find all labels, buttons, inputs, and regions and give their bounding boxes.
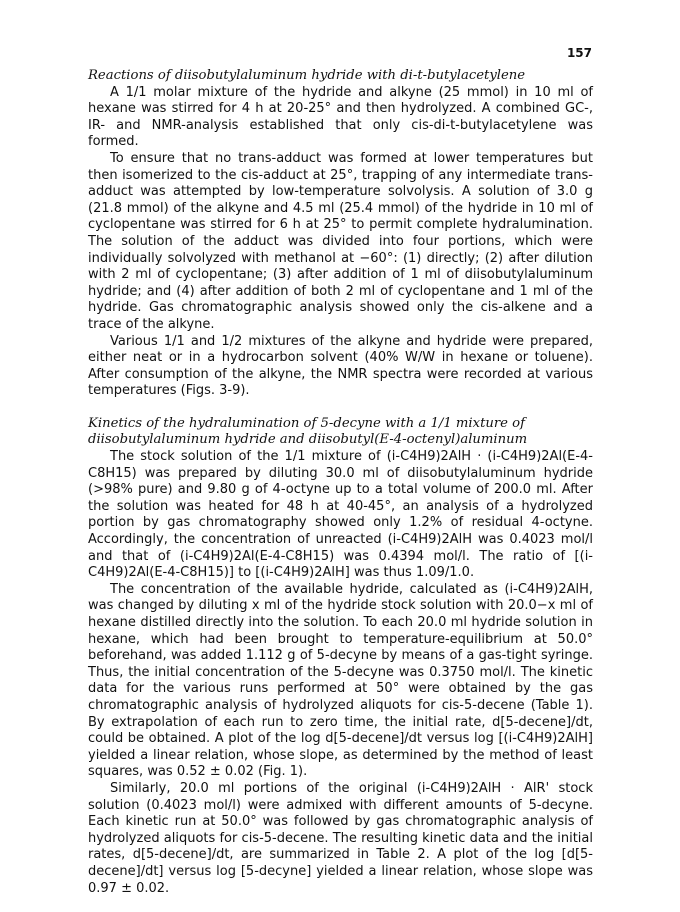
- article-body: [88, 68, 593, 897]
- paragraph: A 1/1 molar mixture of the hydride and alkyne (25 mmol) in 10 ml of hexane was stirred for 4 h at 20-25° and then hydrolyzed. A combined GC-, IR- and NMR-analysis established that only cis-di-t-butylacetylene was formed.: [88, 84, 593, 150]
- paragraph: The concentration of the available hydride, calculated as (i-C4H9)2AlH, was changed by diluting x ml of the hydride stock solution with 20.0−x ml of hexane distilled directly into the solution. To each 20.0 ml hydride solution in hexane, which had been brought to temperature-equilibrium at 50.0° beforehand, was added 1.112 g of 5-decyne by means of a gas-tight syringe. Thus, the initial concentration of the 5-decyne was 0.3750 mol/l. The kinetic data for the various runs performed at 50° were obtained by the gas chromatographic analysis of hydrolyzed aliquots for cis-5-decene (Table 1). By extrapolation of each run to zero time, the initial rate, d[5-decene]/dt, could be obtained. A plot of the log d[5-decene]/dt versus log [(i-C4H9)2AlH] yielded a linear relation, whose slope, as determined by the method of least squares, was 0.52 ± 0.02 (Fig. 1).: [88, 581, 593, 780]
- section-heading-reactions: Reactions of diisobutylaluminum hydride with di-t-butylacetylene: [88, 68, 526, 83]
- paragraph: Similarly, 20.0 ml portions of the original (i-C4H9)2AlH · AlR' stock solution (0.4023 mol/l) were admixed with different amounts of 5-decyne. Each kinetic run at 50.0° was followed by gas chromatographic analysis of hydrolyzed aliquots for cis-5-decene. The resulting kinetic data and the initial rates, d[5-decene]/dt, are summarized in Table 2. A plot of the log [d[5-decene]/dt] versus log [5-decyne] yielded a linear relation, whose slope was 0.97 ± 0.02.: [88, 780, 593, 896]
- paragraph: To ensure that no trans-adduct was formed at lower temperatures but then isomerized to the cis-adduct at 25°, trapping of any intermediate trans-adduct was attempted by low-temperature solvolysis. A solution of 3.0 g (21.8 mmol) of the alkyne and 4.5 ml (25.4 mmol) of the hydride in 10 ml of cyclopentane was stirred for 6 h at 25° to permit complete hydralumination. The solution of the adduct was divided into four portions, which were individually solvolyzed with methanol at −60°: (1) directly; (2) after dilution with 2 ml of cyclopentane; (3) after addition of 1 ml of diisobutylaluminum hydride; and (4) after addition of both 2 ml of cyclopentane and 1 ml of the hydride. Gas chromatographic analysis showed only the cis-alkene and a trace of the alkyne.: [88, 150, 593, 332]
- paragraph: Various 1/1 and 1/2 mixtures of the alkyne and hydride were prepared, either neat or in a hydrocarbon solvent (40% W/W in hexane or toluene). After consumption of the alkyne, the NMR spectra were recorded at various temperatures (Figs. 3-9).: [88, 333, 593, 399]
- paragraph: The stock solution of the 1/1 mixture of (i-C4H9)2AlH · (i-C4H9)2Al(E-4-C8H15) was prepared by diluting 30.0 ml of diisobutylaluminum hydride (>98% pure) and 9.80 g of 4-octyne up to a total volume of 200.0 ml. After the solution was heated for 48 h at 40-45°, an analysis of a hydrolyzed portion by gas chromatography showed only 1.2% of residual 4-octyne. Accordingly, the concentration of unreacted (i-C4H9)2AlH was 0.4023 mol/l and that of (i-C4H9)2Al(E-4-C8H15) was 0.4394 mol/l. The ratio of [(i-C4H9)2Al(E-4-C8H15)] to [(i-C4H9)2AlH] was thus 1.09/1.0.: [88, 449, 593, 581]
- page-number: 157: [566, 46, 592, 60]
- section-heading-kinetics: Kinetics of the hydralumination of 5-decyne with a 1/1 mixture of diisobutylaluminum hydride and diisobutyl(E-4-octenyl)aluminum: [88, 415, 528, 448]
